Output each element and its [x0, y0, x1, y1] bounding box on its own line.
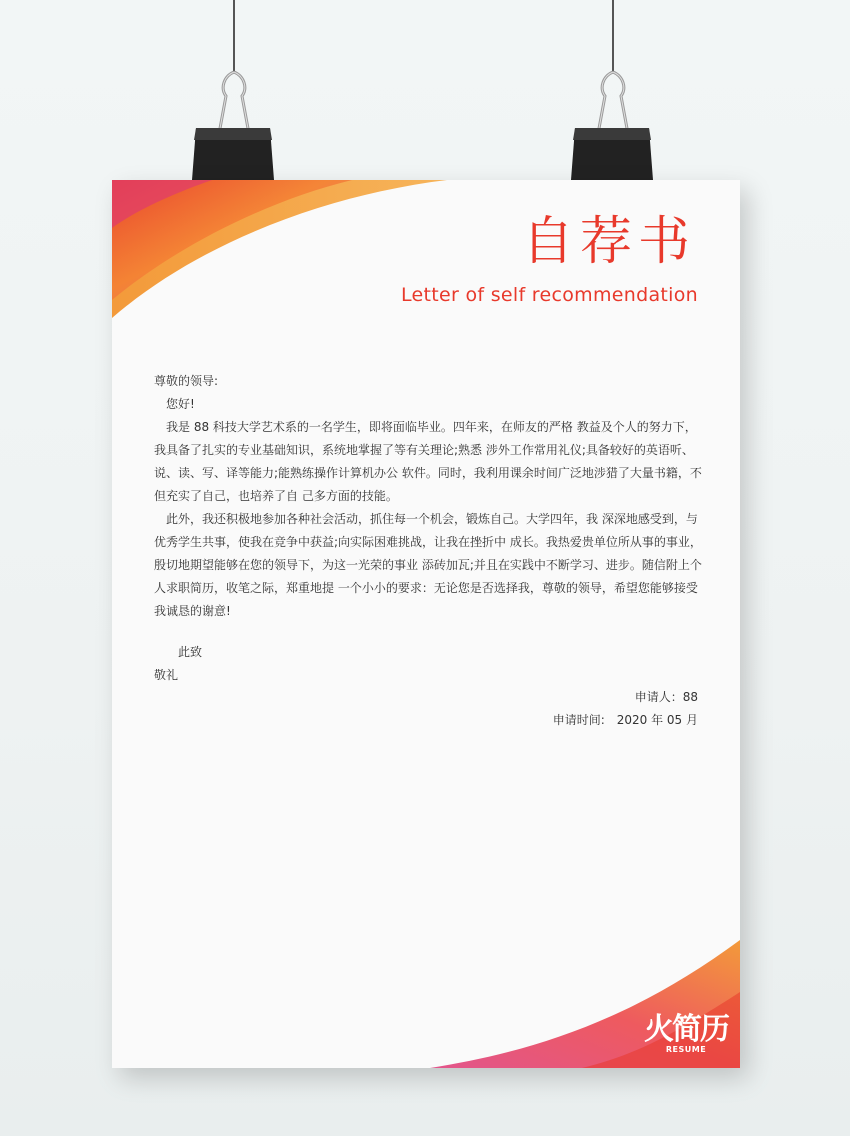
- brand-logo-mark: 火简历: [644, 1012, 728, 1047]
- paragraph-2: 此外，我还积极地参加各种社会活动，抓住每一个机会，锻炼自己。大学四年，我 深深地感受到，与优秀学生共事，使我在竞争中获益;向实际困难挑战，让我在挫折中 成长。我热爱贵单位所从事的事业，殷切地期望能够在您的领导下，为这一光荣的事业 添砖加瓦;并且在实践中不断学习、进步。随信附上个人求职简历，收笔之际，郑重地提 一个小小的要求：无论您是否选择我，尊敬的领导，希望您能够接受我诚恳的谢意!: [154, 512, 702, 618]
- letter-paper: [112, 180, 740, 1068]
- brand-logo-sub: RESUME: [665, 1045, 707, 1054]
- spacer: [154, 623, 704, 641]
- application-date: 申请时间: 2020 年 05 月: [552, 713, 698, 727]
- letter-body: [154, 370, 704, 687]
- brand-logo: [644, 1012, 728, 1054]
- closing-line-2: 敬礼: [154, 668, 179, 682]
- paragraph-1: 我是 88 科技大学艺术系的一名学生，即将面临毕业。四年来，在师友的严格 教益及个人的努力下，我具备了扎实的专业基础知识，系统地掌握了等有关理论;熟悉 涉外工作常用礼仪;具备较好的英语听、说、读、写、译等能力;能熟练操作计算机办公 软件。同时，我利用课余时间广泛地涉猎了大量书籍，不但充实了自己，也培养了自 己多方面的技能。: [154, 420, 702, 503]
- signature-block: [553, 686, 698, 732]
- title-chinese: 自荐书: [521, 212, 696, 272]
- title-english: Letter of self recommendation: [400, 284, 698, 306]
- greeting: 您好!: [166, 397, 195, 411]
- applicant-name: 申请人：88: [634, 690, 698, 704]
- binder-clip-right: [566, 0, 656, 190]
- binder-clip-left: [186, 0, 276, 190]
- salutation: 尊敬的领导:: [154, 374, 219, 388]
- closing-line-1: 此致: [178, 645, 203, 659]
